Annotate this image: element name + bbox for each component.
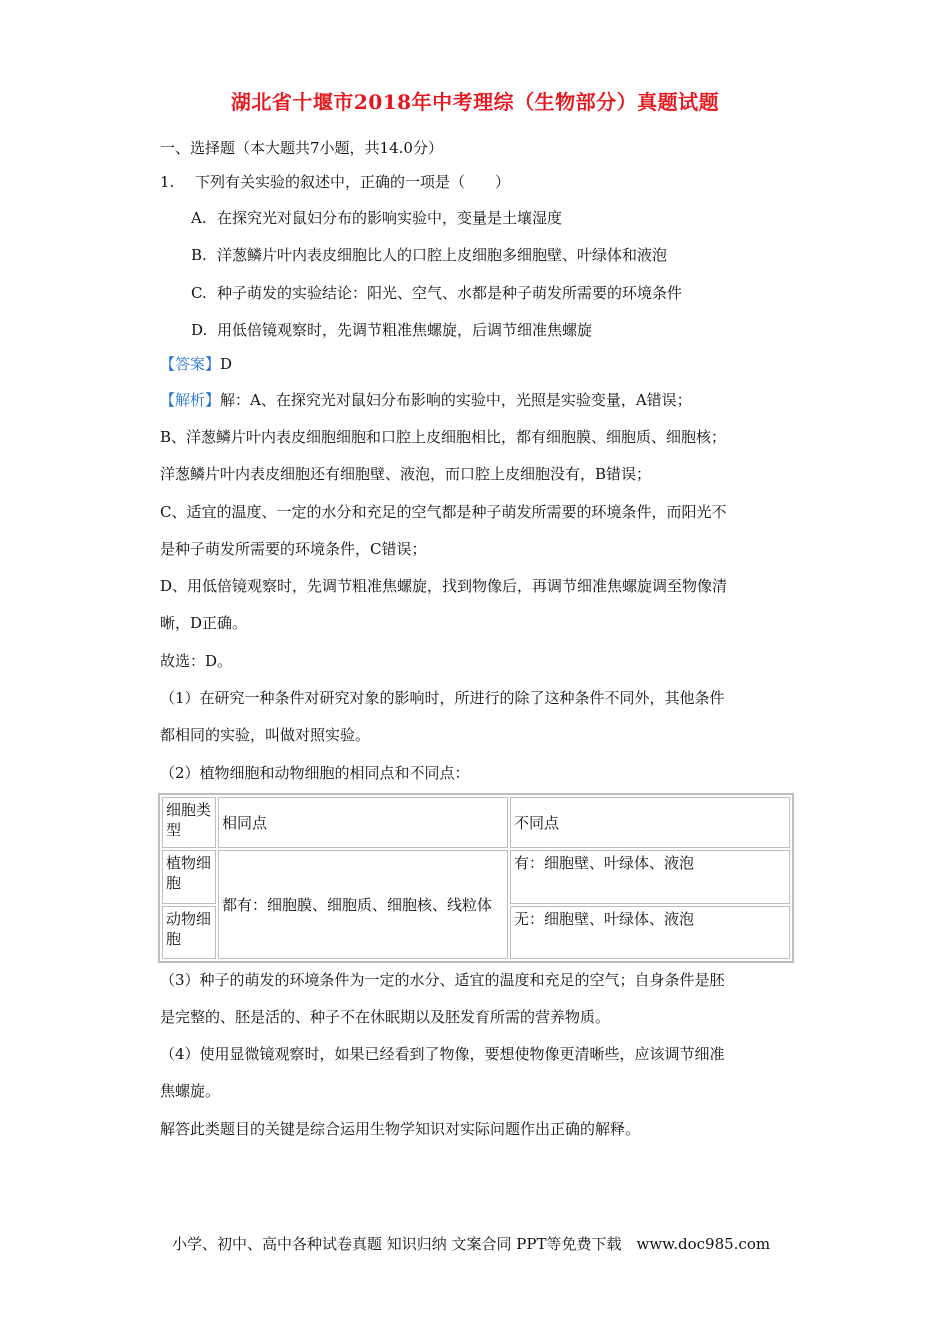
question-number: 1. bbox=[160, 173, 175, 191]
option-b bbox=[191, 245, 667, 265]
option-letter: A. bbox=[191, 209, 207, 227]
table-cell-diff: 有：细胞壁、叶绿体、液泡 bbox=[510, 850, 790, 903]
analysis-line: （2）植物细胞和动物细胞的相同点和不同点： bbox=[160, 764, 470, 782]
analysis-line: 洋葱鳞片叶内表皮细胞还有细胞壁、液泡，而口腔上皮细胞没有，B错误； bbox=[160, 465, 652, 483]
answer-value: D bbox=[220, 355, 233, 373]
analysis-line: 晰，D正确。 bbox=[160, 614, 248, 632]
option-text: 用低倍镜观察时，先调节粗准焦螺旋，后调节细准焦螺旋 bbox=[217, 321, 593, 339]
table-cell-common: 都有：细胞膜、细胞质、细胞核、线粒体 bbox=[218, 850, 508, 959]
table-header-cell: 不同点 bbox=[510, 797, 790, 848]
analysis-line: 故选：D。 bbox=[160, 652, 233, 670]
analysis-line: D、用低倍镜观察时，先调节粗准焦螺旋，找到物像后，再调节细准焦螺旋调至物像清 bbox=[160, 577, 728, 595]
analysis-line: 都相同的实验，叫做对照实验。 bbox=[160, 726, 371, 744]
paragraph-line: 是完整的、胚是活的、种子不在休眠期以及胚发育所需的营养物质。 bbox=[160, 1008, 611, 1026]
analysis-line: 是种子萌发所需要的环境条件，C错误； bbox=[160, 540, 427, 558]
option-d bbox=[191, 320, 592, 340]
question-text: 下列有关实验的叙述中，正确的一项是（ ） bbox=[195, 173, 511, 191]
option-a bbox=[191, 208, 562, 228]
table-cell-type: 植物细胞 bbox=[162, 850, 216, 903]
analysis-line: C、适宜的温度、一定的水分和充足的空气都是种子萌发所需要的环境条件，而阳光不 bbox=[160, 503, 727, 521]
paragraph-line: （4）使用显微镜观察时，如果已经看到了物像，要想使物像更清晰些，应该调节细准 bbox=[160, 1045, 725, 1063]
answer-line bbox=[160, 354, 232, 374]
table-header-cell: 细胞类型 bbox=[162, 797, 216, 848]
table-cell-type: 动物细胞 bbox=[162, 906, 216, 959]
option-text: 洋葱鳞片叶内表皮细胞比人的口腔上皮细胞多细胞壁、叶绿体和液泡 bbox=[217, 246, 668, 264]
option-letter: C. bbox=[191, 284, 207, 302]
page-title: 湖北省十堰市2018年中考理综（生物部分）真题试题 bbox=[230, 90, 720, 114]
analysis-label: 【解析】 bbox=[160, 391, 221, 409]
table-cell-diff: 无：细胞壁、叶绿体、液泡 bbox=[510, 906, 790, 959]
footer-text: 小学、初中、高中各种试卷真题 知识归纳 文案合同 PPT等免费下载 www.doc985.com bbox=[172, 1235, 771, 1253]
analysis-line: （1）在研究一种条件对研究对象的影响时，所进行的除了这种条件不同外，其他条件 bbox=[160, 689, 725, 707]
option-letter: D. bbox=[191, 321, 208, 339]
option-text: 在探究光对鼠妇分布的影响实验中，变量是土壤湿度 bbox=[217, 209, 563, 227]
paragraph-line: 焦螺旋。 bbox=[160, 1082, 221, 1100]
answer-label: 【答案】 bbox=[160, 355, 221, 373]
analysis-text: 解：A、在探究光对鼠妇分布影响的实验中，光照是实验变量，A错误； bbox=[220, 391, 692, 409]
option-text: 种子萌发的实验结论：阳光、空气、水都是种子萌发所需要的环境条件 bbox=[217, 284, 683, 302]
paragraph-line: 解答此类题目的关键是综合运用生物学知识对实际问题作出正确的解释。 bbox=[160, 1120, 641, 1138]
option-c bbox=[191, 283, 682, 303]
analysis-line: B、洋葱鳞片叶内表皮细胞细胞和口腔上皮细胞相比，都有细胞膜、细胞质、细胞核； bbox=[160, 428, 727, 446]
section-header: 一、选择题（本大题共7小题，共14.0分） bbox=[160, 139, 443, 157]
paragraph-line: （3）种子的萌发的环境条件为一定的水分、适宜的温度和充足的空气；自身条件是胚 bbox=[160, 971, 725, 989]
table-header-cell: 相同点 bbox=[218, 797, 508, 848]
analysis-line bbox=[160, 390, 692, 410]
cell-comparison-table bbox=[158, 793, 794, 963]
option-letter: B. bbox=[191, 246, 207, 264]
